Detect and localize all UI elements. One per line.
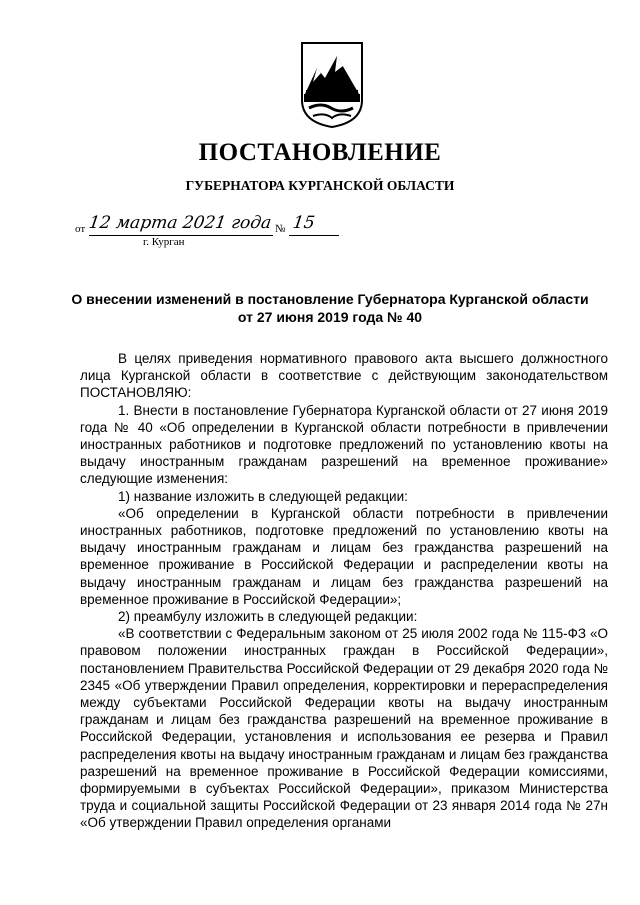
subject-line: О внесении изменений в постановление Губернатора Курганской области [71,291,589,307]
document-subject [60,291,600,326]
number-underline [289,235,339,236]
paragraph: «В соответствии с Федеральным законом от 25 июля 2002 года № 115-ФЗ «О правовом положении иностранных граждан в Российской Федерации», постановлением Правительства Российской Федерации от 29 декабря 2020 года № 2345 «Об утверждении Правил определения, корректировки и перераспределения между субъектами Российской Федерации квоты на выдачу иностранным гражданам и лицам без гражданства разрешений на временное проживание в Российской Федерации, установления и использования ее резерва и Правил распределения квоты на выдачу иностранным гражданам и лицам без гражданства разрешений на временное проживание в Российской Федерации комиссиями, формируемыми в субъектах Российской Федерации», приказом Министерства труда и социальной защиты Российской Федерации от 23 января 2014 года № 27н «Об утверждении Правил определения органами [80,626,608,831]
paragraph: 2) преамбулу изложить в следующей редакции: [118,609,418,625]
paragraph: 1) название изложить в следующей редакции: [118,488,408,504]
number-label: № [275,223,286,235]
coat-of-arms-icon [301,42,363,128]
handwritten-number: 15 [291,213,317,233]
handwritten-date: 12 марта 2021 года [87,213,273,233]
paragraph: В целях приведения нормативного правового акта высшего должностного лица Курганской области в соответствие с действующим законодательством ПОСТАНОВЛЯЮ: [80,351,608,401]
paragraph: «Об определении в Курганской области потребности в привлечении иностранных работников, подготовке предложений по установлению квоты на выдачу иностранным гражданам и лицам без гражданства разрешений на временное проживание в Российской Федерации и распределении квоты на выдачу иностранным гражданам и лицам без гражданства разрешений на временное проживание в Российской Федерации»; [80,505,608,607]
document-issuer: ГУБЕРНАТОРА КУРГАНСКОЙ ОБЛАСТИ [185,178,455,193]
city-label: г. Курган [143,236,185,248]
document-body [80,350,608,832]
dateline [75,213,355,253]
paragraph: 1. Внести в постановление Губернатора Курганской области от 27 июня 2019 года № 40 «Об определении в Курганской области потребности в привлечении иностранных работников и подготовке предложений по установлению квоты на выдачу иностранным гражданам разрешений на временное проживание» следующие изменения: [80,402,608,487]
subject-line: от 27 июня 2019 года № 40 [237,308,423,325]
document-title: ПОСТАНОВЛЕНИЕ [198,139,442,166]
date-from-label: от [75,223,86,235]
